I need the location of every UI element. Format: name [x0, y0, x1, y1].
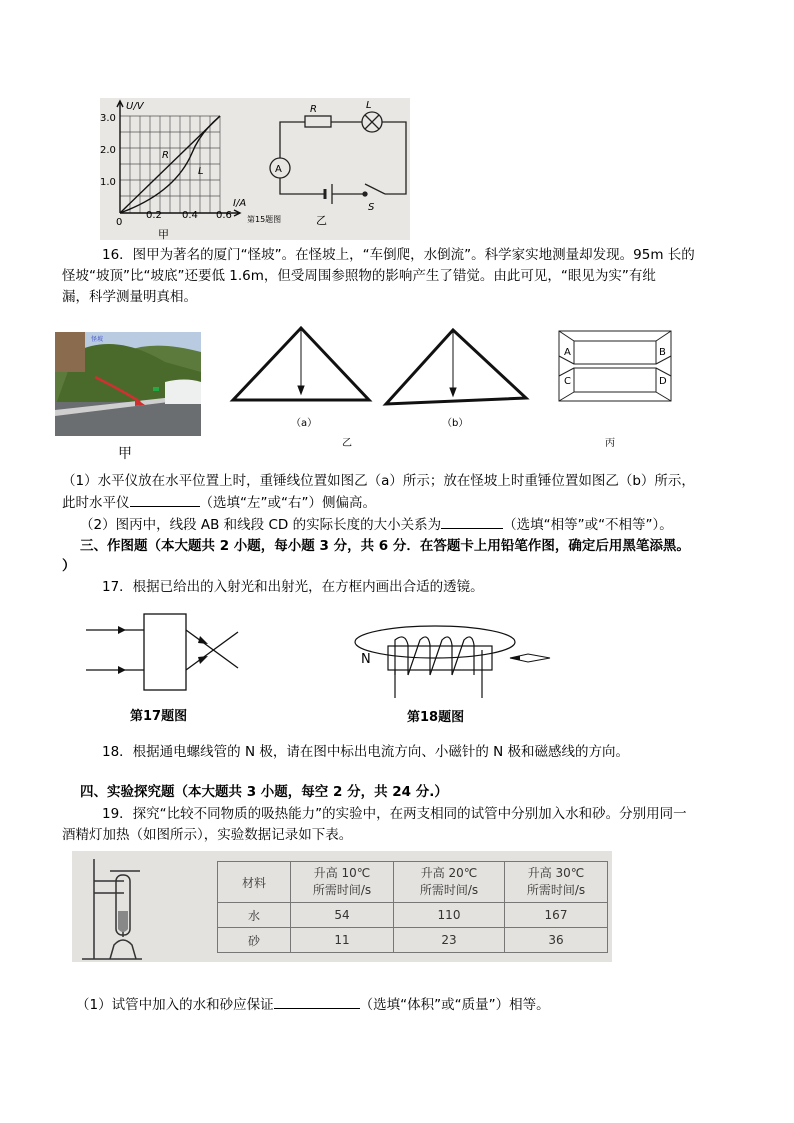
q16-line-3: 漏，科学测量明真相。 — [62, 289, 197, 305]
section4-title: 四、实验探究题（本大题共 3 小题，每空 2 分，共 24 分.） — [80, 784, 448, 800]
point-b: B — [659, 347, 666, 358]
q16-sub1-suffix: （选填“左”或“右”）侧偏高。 — [199, 495, 376, 511]
fig15-caption: 第15题图 — [247, 215, 282, 224]
section3-close: ） — [62, 558, 76, 574]
q16-sub1-line1: （1）水平仪放在水平位置上时，重锤线位置如图乙（a）所示；放在怪坡上时重锤位置如图乙（b）所示， — [62, 473, 695, 489]
solenoid-n-label: N — [361, 652, 371, 667]
graph-y-tick: 1.0 — [100, 177, 116, 188]
circuit-switch-label: S — [368, 202, 375, 213]
label-bing: 丙 — [605, 438, 615, 448]
table-header-cell: 升高 20℃ 所需时间/s — [394, 862, 505, 903]
answer-blank-1[interactable] — [130, 492, 200, 507]
table-cell: 36 — [505, 928, 608, 953]
table-cell: 11 — [291, 928, 394, 953]
table-header-row — [218, 862, 608, 903]
q16-sub2-suffix: （选填“相等”或“不相等”）。 — [503, 517, 673, 533]
circuit-r-label: R — [310, 104, 317, 115]
q19-sub1-prefix: （1）试管中加入的水和砂应保证 — [76, 997, 274, 1013]
q16-photo — [55, 332, 201, 436]
fig15-graph-and-circuit — [100, 98, 410, 240]
label-b: （b） — [442, 418, 469, 429]
table-cell: 110 — [394, 903, 505, 928]
q16-line-2: 怪坡“坡顶”比“坡底”还要低 1.6m，但受周围参照物的影响产生了错觉。由此可见，“眼见为实”有纰 — [62, 268, 656, 284]
table-header-cell: 升高 10℃ 所需时间/s — [291, 862, 394, 903]
q19-figure — [72, 851, 612, 962]
table-cell: 54 — [291, 903, 394, 928]
table-header-cell: 材料 — [218, 862, 291, 903]
q19-sub1-suffix: （选填“体积”或“质量”）相等。 — [359, 997, 550, 1013]
q16-sub1-prefix: 此时水平仪 — [62, 495, 130, 511]
fig18-caption: 第18题图 — [407, 710, 465, 725]
graph-line-l-label: L — [198, 166, 204, 177]
point-d: D — [659, 376, 667, 387]
level-triangles-figure — [225, 322, 535, 452]
q19-line-2: 酒精灯加热（如图所示），实验数据记录如下表。 — [62, 827, 353, 843]
fig15-image — [100, 98, 410, 240]
circuit-l-label: L — [366, 100, 372, 111]
graph-y-axis-label: U/V — [126, 101, 144, 112]
section3-title: 三、作图题（本大题共 2 小题，每小题 3 分，共 6 分．在答题卡上用铅笔作图，确定后用黑笔添黑。 — [80, 538, 690, 554]
q16-sub1 — [62, 471, 742, 514]
label-yi: 乙 — [342, 438, 352, 449]
table-cell: 砂 — [218, 928, 291, 953]
table-cell: 水 — [218, 903, 291, 928]
graph-caption: 甲 — [158, 228, 169, 240]
q19-data-table — [217, 861, 608, 953]
answer-blank-3[interactable] — [274, 994, 360, 1009]
circuit-sub-caption: 乙 — [316, 214, 327, 227]
point-a: A — [564, 347, 571, 358]
label-a: （a） — [291, 418, 318, 429]
q19-text — [62, 804, 742, 846]
graph-y-tick: 2.0 — [100, 145, 116, 156]
q19-line-1: 19．探究“比较不同物质的吸热能力”的实验中，在两支相同的试管中分别加入水和砂。分别用同一 — [102, 806, 687, 822]
table-cell: 167 — [505, 903, 608, 928]
illusion-figure — [556, 328, 676, 448]
fig-jia-label: 甲 — [118, 446, 132, 462]
graph-x-tick: 0.4 — [182, 210, 198, 221]
q16-sub1-line2 — [62, 492, 742, 514]
q17-text: 17．根据已给出的入射光和出射光，在方框内画出合适的透镜。 — [102, 579, 484, 595]
fig17-caption: 第17题图 — [130, 709, 188, 724]
slope-road-photo — [55, 332, 201, 436]
q16-sub2-prefix: （2）图丙中，线段 AB 和线段 CD 的实际长度的大小关系为 — [80, 517, 442, 533]
answer-blank-2[interactable] — [441, 514, 503, 529]
q16-text — [62, 245, 742, 308]
circuit-ammeter-label: A — [275, 164, 282, 175]
graph-x-tick: 0.6 — [216, 210, 232, 221]
q16-sub2 — [80, 514, 760, 536]
table-row — [218, 903, 608, 928]
fig17-lens-box — [80, 610, 280, 730]
table-row — [218, 928, 608, 953]
graph-x-tick: 0.2 — [146, 210, 162, 221]
table-header-cell: 升高 30℃ 所需时间/s — [505, 862, 608, 903]
alcohol-lamp-apparatus — [72, 851, 212, 962]
q18-text: 18．根据通电螺线管的 N 极，请在图中标出电流方向、小磁针的 N 极和磁感线的方向。 — [102, 744, 630, 760]
fig18-solenoid — [350, 620, 560, 730]
graph-y-tick: 3.0 — [100, 113, 116, 124]
graph-x-axis-label: I/A — [233, 198, 247, 209]
point-c: C — [564, 376, 571, 387]
table-cell: 23 — [394, 928, 505, 953]
graph-x-tick: 0 — [116, 217, 123, 228]
q16-line-1: 16．图甲为著名的厦门“怪坡”。在怪坡上，“车倒爬，水倒流”。科学家实地测量却发现。95m 长的 — [102, 247, 695, 263]
q19-sub1 — [76, 994, 756, 1016]
graph-line-r-label: R — [162, 150, 169, 161]
photo-sign-label: 怪坡 — [91, 336, 104, 343]
